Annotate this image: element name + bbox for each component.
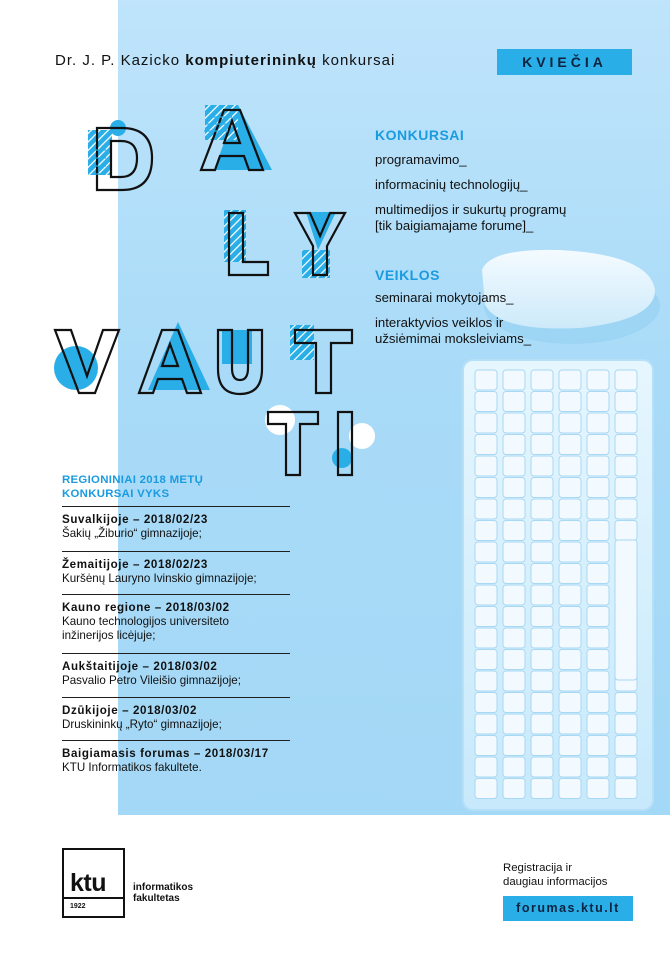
keyboard-key bbox=[559, 628, 581, 648]
keyboard-key bbox=[531, 564, 553, 584]
keyboard-key bbox=[559, 564, 581, 584]
kviecia-badge: KVIEČIA bbox=[497, 49, 632, 75]
keyboard-key bbox=[615, 757, 637, 777]
keyboard-key bbox=[587, 736, 609, 756]
registration-info bbox=[503, 861, 607, 889]
ktu-logo-rule bbox=[62, 897, 125, 899]
entry-date: Baigiamasis forumas – 2018/03/17 bbox=[62, 747, 269, 760]
keyboard-key bbox=[559, 607, 581, 627]
divider bbox=[62, 653, 290, 654]
veiklos-item-3: užsiėmimai moksleiviams_ bbox=[375, 331, 532, 346]
keyboard-key bbox=[475, 542, 497, 562]
letter-l-outline bbox=[229, 213, 268, 275]
keyboard-key bbox=[475, 650, 497, 670]
keyboard-key bbox=[587, 607, 609, 627]
keyboard-key bbox=[503, 564, 525, 584]
entry-place: Šakių „Žiburio“ gimnazijoje; bbox=[62, 527, 202, 540]
keyboard-key bbox=[559, 650, 581, 670]
keyboard-key bbox=[475, 693, 497, 713]
keyboard-key bbox=[559, 542, 581, 562]
divider bbox=[62, 594, 290, 595]
keyboard-key bbox=[475, 714, 497, 734]
keyboard-key bbox=[559, 585, 581, 605]
keyboard-key bbox=[559, 779, 581, 799]
keyboard-key bbox=[615, 521, 637, 541]
konkursai-heading: KONKURSAI bbox=[375, 127, 465, 143]
letter-t2-outline bbox=[295, 330, 352, 393]
website-link[interactable]: forumas.ktu.lt bbox=[503, 896, 633, 921]
keyboard-key bbox=[531, 714, 553, 734]
entry-date: Kauno regione – 2018/03/02 bbox=[62, 601, 230, 614]
divider bbox=[62, 551, 290, 552]
ktu-logo-sub2: fakultetas bbox=[133, 893, 180, 904]
keyboard-key bbox=[531, 499, 553, 519]
keyboard-key bbox=[475, 521, 497, 541]
keyboard-key bbox=[531, 628, 553, 648]
letter-a1-outline bbox=[201, 110, 263, 170]
entry-place: Kauno technologijos universiteto bbox=[62, 615, 229, 628]
entry-date: Dzūkijoje – 2018/03/02 bbox=[62, 704, 198, 717]
regional-entry-5 bbox=[62, 697, 290, 732]
keyboard-key bbox=[615, 736, 637, 756]
divider bbox=[62, 697, 290, 698]
regional-heading-line1: REGIONINIAI 2018 METŲ bbox=[62, 474, 204, 486]
keyboard-key bbox=[559, 521, 581, 541]
regional-entry-3 bbox=[62, 594, 290, 643]
registration-info-line1: Registracija ir bbox=[503, 862, 572, 874]
konkursai-item-2: informacinių technologijų_ bbox=[375, 177, 528, 192]
veiklos-heading: VEIKLOS bbox=[375, 267, 440, 283]
keyboard-key bbox=[503, 671, 525, 691]
keyboard-key bbox=[503, 693, 525, 713]
divider bbox=[62, 740, 290, 741]
keyboard-key bbox=[587, 714, 609, 734]
keyboard-key bbox=[587, 757, 609, 777]
keyboard-key bbox=[475, 607, 497, 627]
keyboard-key bbox=[531, 650, 553, 670]
keyboard-key bbox=[503, 714, 525, 734]
keyboard-key bbox=[531, 757, 553, 777]
letter-d-outline bbox=[97, 128, 152, 190]
entry-date: Aukštaitijoje – 2018/03/02 bbox=[62, 660, 218, 673]
keyboard-key bbox=[587, 628, 609, 648]
keyboard-key bbox=[587, 521, 609, 541]
keyboard-key bbox=[531, 693, 553, 713]
keyboard-key bbox=[531, 671, 553, 691]
keyboard-key bbox=[503, 521, 525, 541]
regional-heading-line2: KONKURSAI VYKS bbox=[62, 488, 170, 500]
keyboard-key bbox=[503, 736, 525, 756]
keyboard-key bbox=[615, 779, 637, 799]
ktu-logo-subtitle bbox=[133, 882, 193, 904]
regional-entry-6 bbox=[62, 740, 290, 775]
entry-place: KTU Informatikos fakultete. bbox=[62, 761, 202, 774]
veiklos-item-1: seminarai mokytojams_ bbox=[375, 290, 514, 305]
keyboard-key bbox=[587, 671, 609, 691]
keyboard-key bbox=[475, 757, 497, 777]
keyboard-key bbox=[587, 693, 609, 713]
registration-info-line2: daugiau informacijos bbox=[503, 876, 608, 888]
header-title-bold: kompiuterininkų bbox=[185, 52, 317, 69]
konkursai-item-3: multimedijos ir sukurtų programų bbox=[375, 202, 567, 217]
keyboard-key bbox=[475, 736, 497, 756]
keyboard-key bbox=[559, 714, 581, 734]
konkursai-item-1: programavimo_ bbox=[375, 152, 467, 167]
entry-date: Žemaitijoje – 2018/02/23 bbox=[62, 558, 208, 571]
keyboard-key bbox=[503, 650, 525, 670]
keyboard-key bbox=[587, 542, 609, 562]
keyboard-key bbox=[615, 693, 637, 713]
keyboard-key bbox=[559, 693, 581, 713]
keyboard-key bbox=[615, 499, 637, 519]
ktu-logo-year: 1922 bbox=[70, 903, 86, 910]
entry-place: Pasvalio Petro Vileišio gimnazijoje; bbox=[62, 674, 241, 687]
keyboard-key bbox=[587, 585, 609, 605]
header-title-part1: Dr. J. P. Kazicko bbox=[55, 52, 186, 69]
entry-place-line2: inžinerijos licėjuje; bbox=[62, 629, 156, 642]
keyboard-key bbox=[503, 628, 525, 648]
keyboard-key bbox=[559, 736, 581, 756]
keyboard-key bbox=[475, 499, 497, 519]
keyboard-key bbox=[531, 779, 553, 799]
keyboard-key bbox=[531, 542, 553, 562]
ktu-logo-sub1: informatikos bbox=[133, 882, 194, 893]
keyboard-key bbox=[475, 564, 497, 584]
letter-a2-outline bbox=[139, 330, 201, 393]
regional-entry-1 bbox=[62, 506, 290, 541]
ktu-logo-text: ktu bbox=[70, 869, 106, 897]
letter-d-lines bbox=[94, 150, 106, 174]
keyboard-key bbox=[531, 521, 553, 541]
header-title-part2: konkursai bbox=[316, 52, 396, 69]
keyboard-key bbox=[559, 757, 581, 777]
letter-v-outline bbox=[55, 330, 119, 393]
keyboard-key bbox=[559, 671, 581, 691]
keyboard-key bbox=[503, 757, 525, 777]
keyboard-key bbox=[475, 671, 497, 691]
keyboard-key bbox=[531, 736, 553, 756]
veiklos-item-2: interaktyvios veiklos ir bbox=[375, 315, 504, 330]
entry-date: Suvalkijoje – 2018/02/23 bbox=[62, 513, 208, 526]
keyboard-key bbox=[587, 499, 609, 519]
keyboard-key bbox=[475, 628, 497, 648]
entry-place: Kuršėnų Lauryno Ivinskio gimnazijoje; bbox=[62, 572, 257, 585]
keyboard-key bbox=[475, 779, 497, 799]
letter-i-outline bbox=[338, 412, 352, 475]
keyboard-key bbox=[615, 714, 637, 734]
regional-entry-2 bbox=[62, 551, 290, 586]
keyboard-key bbox=[503, 585, 525, 605]
keyboard-key bbox=[587, 564, 609, 584]
keyboard-key bbox=[503, 607, 525, 627]
keyboard-key bbox=[531, 585, 553, 605]
keyboard-key bbox=[587, 650, 609, 670]
keyboard-key bbox=[475, 585, 497, 605]
letter-t-outline bbox=[268, 412, 318, 475]
regional-heading bbox=[62, 473, 203, 501]
letter-u-outline bbox=[218, 330, 262, 394]
keyboard-key bbox=[503, 499, 525, 519]
regional-entry-4 bbox=[62, 653, 290, 688]
entry-place: Druskininkų „Ryto“ gimnazijoje; bbox=[62, 718, 222, 731]
keyboard-key bbox=[503, 779, 525, 799]
letter-a1-lines bbox=[204, 117, 232, 131]
keyboard-key bbox=[559, 499, 581, 519]
konkursai-item-4: [tik baigiamajame forume]_ bbox=[375, 218, 534, 233]
letter-y-outline bbox=[295, 213, 345, 275]
divider bbox=[62, 506, 290, 507]
keyboard-key bbox=[531, 607, 553, 627]
keyboard-spacebar bbox=[615, 540, 637, 680]
keyboard-key bbox=[587, 779, 609, 799]
keyboard-key bbox=[503, 542, 525, 562]
